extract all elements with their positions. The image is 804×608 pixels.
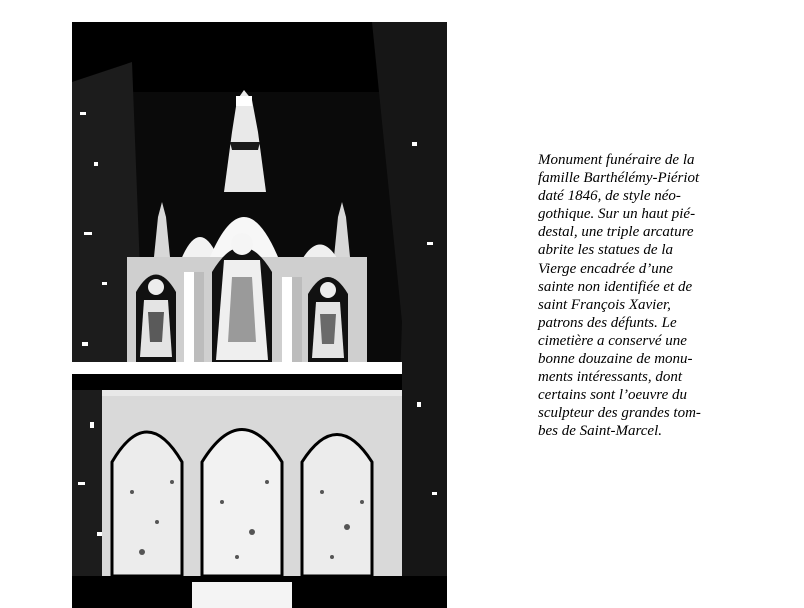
caption-line: bonne douzaine de monu-	[538, 351, 693, 368]
caption-line: Vierge encadrée d’une	[538, 260, 673, 277]
caption-line: patrons des défunts. Le	[538, 314, 677, 331]
caption-line: cimetière a conservé une	[538, 332, 687, 349]
caption-line: saint François Xavier,	[538, 296, 671, 313]
caption-line: Monument funéraire de la	[538, 152, 695, 168]
caption-line: ments intéressants, dont	[538, 369, 683, 386]
caption-line: famille Barthélémy-Piériot	[538, 170, 700, 187]
caption-line: daté 1846, de style néo-	[538, 188, 681, 205]
caption-line: sculpteur des grandes tom-	[538, 405, 701, 422]
cornice-shadow	[72, 374, 402, 390]
pedestal-arch-center	[202, 430, 282, 577]
pedestal-arch-right	[302, 435, 372, 577]
base-stone	[192, 582, 292, 608]
caption-line: certains sont l’oeuvre du	[538, 387, 687, 404]
caption-line: destal, une triple arcature	[538, 224, 694, 241]
caption-line: sainte non identifiée et de	[538, 278, 693, 295]
caption-line: bes de Saint-Marcel.	[538, 423, 662, 440]
column-1	[184, 272, 194, 364]
pedestal-arch-left	[112, 432, 182, 576]
column-4	[292, 277, 302, 364]
column-2	[194, 272, 204, 364]
caption-line: abrite les statues de la	[538, 242, 673, 259]
column-3	[282, 277, 292, 364]
monument-photograph	[72, 22, 447, 608]
spire-finial	[236, 96, 252, 106]
cornice-top	[72, 362, 402, 374]
cornice-bottom	[102, 390, 402, 396]
photo-caption	[538, 151, 800, 441]
caption-line: gothique. Sur un haut pié-	[538, 206, 696, 223]
monument-photo-svg	[72, 22, 447, 608]
spire-band	[230, 142, 260, 150]
